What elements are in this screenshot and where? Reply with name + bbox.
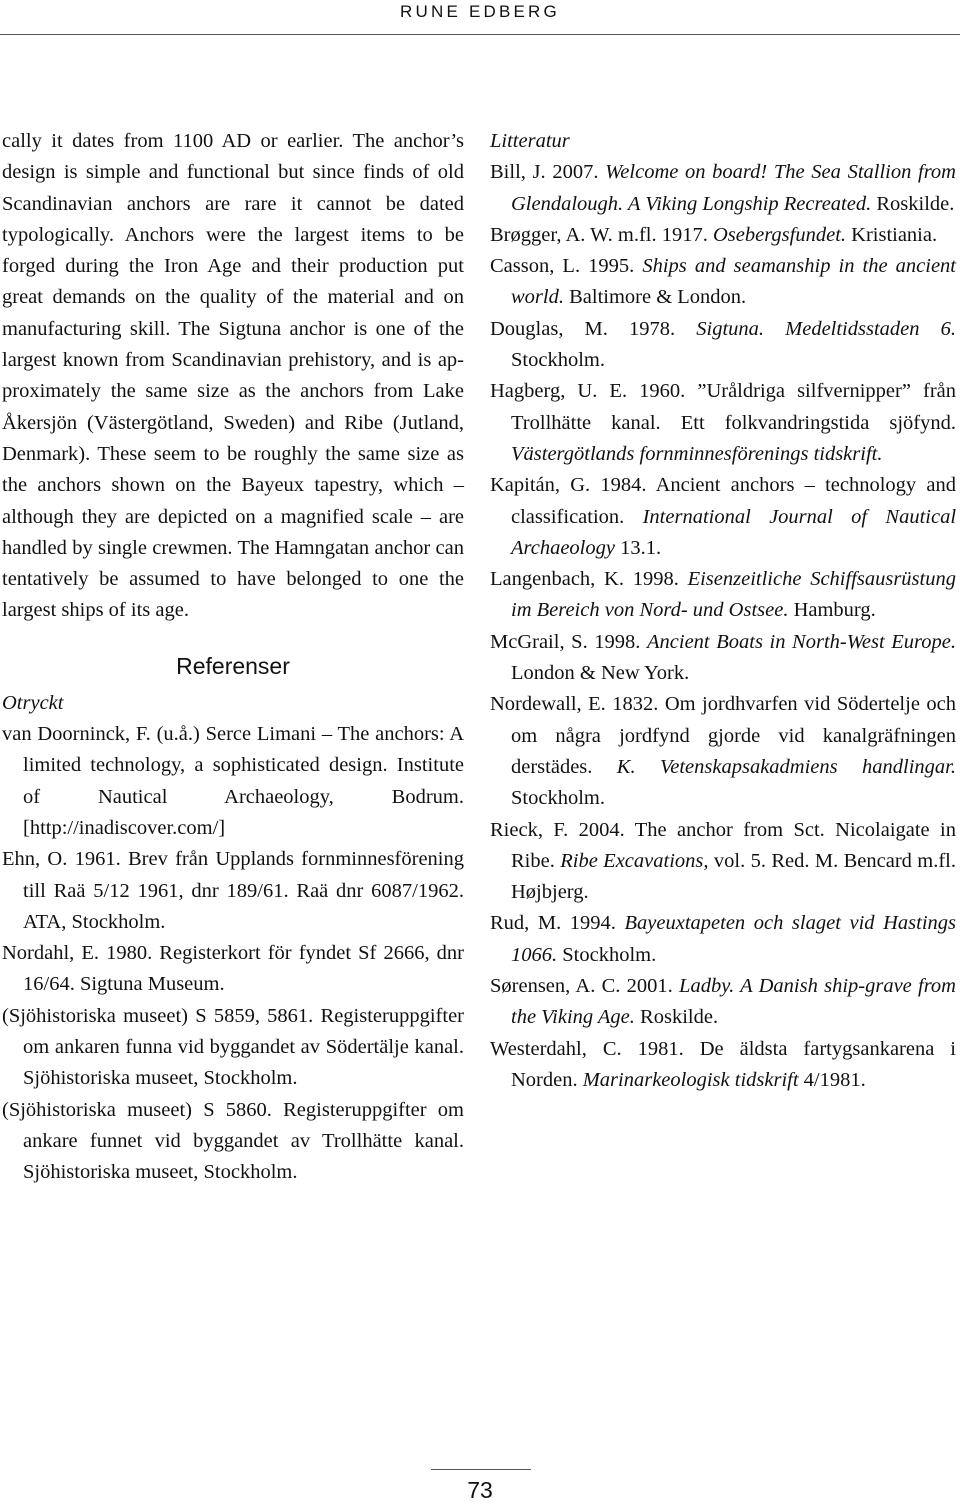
reference-item: van Doorninck, F. (u.å.) Serce Limani – The anchors: A limited technology, a sophisticated design. Institute of Nautical Archaeology, Bodrum. [http://inadiscover.com/] bbox=[2, 723, 464, 839]
right-column bbox=[490, 126, 956, 1096]
reference-author: McGrail, S. 1998. bbox=[490, 630, 648, 653]
reference-author: Rud, M. 1994. bbox=[490, 912, 625, 935]
literature-heading: Litteratur bbox=[490, 130, 570, 152]
reference-title: Osebergsfundet. bbox=[712, 223, 847, 246]
reference-author: Westerdahl, C. 1981. De äldsta fartygsankarena i Norden. bbox=[490, 1037, 956, 1091]
reference-item bbox=[490, 627, 956, 690]
reference-title: Ancient Boats in North-West Europe. bbox=[647, 630, 956, 653]
reference-item: Ehn, O. 1961. Brev från Upplands fornminnesförening till Raä 5/12 1961, dnr 189/61. Raä dnr 6087/1962. ATA, Stockholm. bbox=[2, 848, 464, 933]
reference-title: Ships and seamanship in the ancient world. bbox=[511, 255, 957, 309]
reference-title: Ribe Excavations, bbox=[560, 849, 709, 872]
reference-item bbox=[490, 1034, 956, 1097]
header-rule bbox=[0, 34, 960, 35]
reference-author: Brøgger, A. W. m.fl. 1917. bbox=[490, 223, 713, 246]
reference-author: Bill, J. 2007. bbox=[490, 161, 606, 184]
body-paragraph: cally it dates from 1100 AD or earlier. The anchor’s design is simple and functional but since finds of old Scandinavian anchors are rare it cannot be dated typologically. Anchors were the largest items to be forged during the Iron Age and their production put great demands on the quality of the material and on manufacturing skill. The Sigtuna anchor is one of the largest known from Scandinavian prehistory, and is approximately the same size as the anchors from Lake Åkersjön (Västergötland, Sweden) and Ribe (Jutland, Denmark). These seem to be roughly the same size as the anchors shown on the Bayeux tapestry, which – although they are depicted on a magnified scale – are handled by single crewmen. The Hamngatan anchor can tentatively be assumed to have belonged to one the largest ships of its age. bbox=[2, 130, 464, 622]
page-number-rule bbox=[431, 1469, 531, 1470]
reference-title: Welcome on board! The Sea Stallion from Glendalough. A Viking Longship Recreated. bbox=[511, 161, 956, 215]
reference-publication: Hamburg. bbox=[788, 599, 876, 622]
reference-author: Langenbach, K. 1998. bbox=[490, 568, 688, 591]
reference-publication: vol. 5. Red. M. Bencard m.fl. Højbjerg. bbox=[511, 849, 956, 904]
unprinted-sources-heading: Otryckt bbox=[2, 691, 64, 714]
reference-publication: Stockholm. bbox=[511, 349, 605, 372]
reference-item bbox=[490, 376, 956, 470]
reference-publication: Stockholm. bbox=[557, 943, 657, 966]
reference-author: Nordewall, E. 1832. Om jordhvarfen vid Södertelje och om några jordfynd gjorde vid kanalgräfningen derstädes. bbox=[490, 693, 956, 778]
reference-author: Sørensen, A. C. 2001. bbox=[490, 975, 680, 998]
reference-item bbox=[490, 470, 956, 564]
reference-item bbox=[490, 815, 956, 909]
reference-publication: Roskilde. bbox=[634, 1006, 719, 1029]
reference-item bbox=[490, 564, 956, 627]
reference-title: Sigtuna. Medeltidsstaden 6. bbox=[696, 317, 956, 340]
reference-item: Nordahl, E. 1980. Registerkort för fyndet Sf 2666, dnr 16/64. Sigtuna Museum. bbox=[2, 942, 464, 996]
reference-title: Eisenzeitliche Schiffsausrüstung im Bereich von Nord- und Ostsee. bbox=[511, 568, 956, 622]
reference-item bbox=[490, 251, 956, 314]
reference-item bbox=[490, 157, 956, 220]
reference-publication: Roskilde. bbox=[871, 192, 955, 215]
reference-publication: Baltimore & London. bbox=[563, 286, 747, 309]
reference-publication: London & New York. bbox=[511, 662, 690, 685]
reference-title: K. Vetenskapsakadmiens handlingar. bbox=[616, 755, 956, 778]
reference-item: (Sjöhistoriska museet) S 5860. Registeruppgifter om ankare funnet vid byggandet av Trollhätte kanal. Sjöhistoriska museet, Stockholm. bbox=[2, 1098, 464, 1184]
reference-publication: 4/1981. bbox=[798, 1068, 866, 1091]
reference-author: Hagberg, U. E. 1960. ”Uråldriga silfvernipper” från Trollhätte kanal. Ett folkvandringstida sjöfynd. bbox=[490, 380, 956, 434]
reference-item bbox=[490, 314, 956, 377]
reference-author: Rieck, F. 2004. The anchor from Sct. Nicolaigate in Ribe. bbox=[490, 818, 956, 872]
reference-item bbox=[490, 220, 956, 251]
reference-item bbox=[490, 971, 956, 1034]
literature-reference-list bbox=[490, 157, 956, 1096]
reference-title: Västergötlands fornminnesförenings tidskrift. bbox=[511, 442, 883, 465]
reference-title: Marinarkeologisk tidskrift bbox=[582, 1068, 799, 1091]
page-number: 73 bbox=[467, 1477, 493, 1503]
reference-item bbox=[490, 908, 956, 971]
reference-title: Ladby. A Danish ship-grave from the Viking Age. bbox=[511, 975, 956, 1029]
reference-author: Douglas, M. 1978. bbox=[490, 317, 697, 340]
reference-publication: 13.1. bbox=[614, 536, 662, 559]
left-column bbox=[2, 126, 464, 1189]
references-heading: Referenser bbox=[176, 652, 290, 679]
reference-item bbox=[490, 689, 956, 814]
unprinted-reference-list bbox=[2, 719, 464, 1188]
reference-title: Bayeuxtapeten och slaget vid Hastings 1066. bbox=[511, 912, 956, 966]
reference-author: Kapitán, G. 1984. Ancient anchors – technology and classification. bbox=[490, 474, 956, 528]
reference-author: Casson, L. 1995. bbox=[490, 255, 643, 278]
running-header: RUNE EDBERG bbox=[400, 2, 560, 21]
reference-publication: Stockholm. bbox=[511, 787, 605, 810]
reference-publication: Kristiania. bbox=[846, 223, 938, 246]
reference-title: International Journal of Nautical Archaeology bbox=[511, 505, 957, 559]
reference-item: (Sjöhistoriska museet) S 5859, 5861. Registeruppgifter om ankaren funna vid byggandet av Södertälje kanal. Sjöhistoriska museet, Stockholm. bbox=[2, 1004, 464, 1090]
